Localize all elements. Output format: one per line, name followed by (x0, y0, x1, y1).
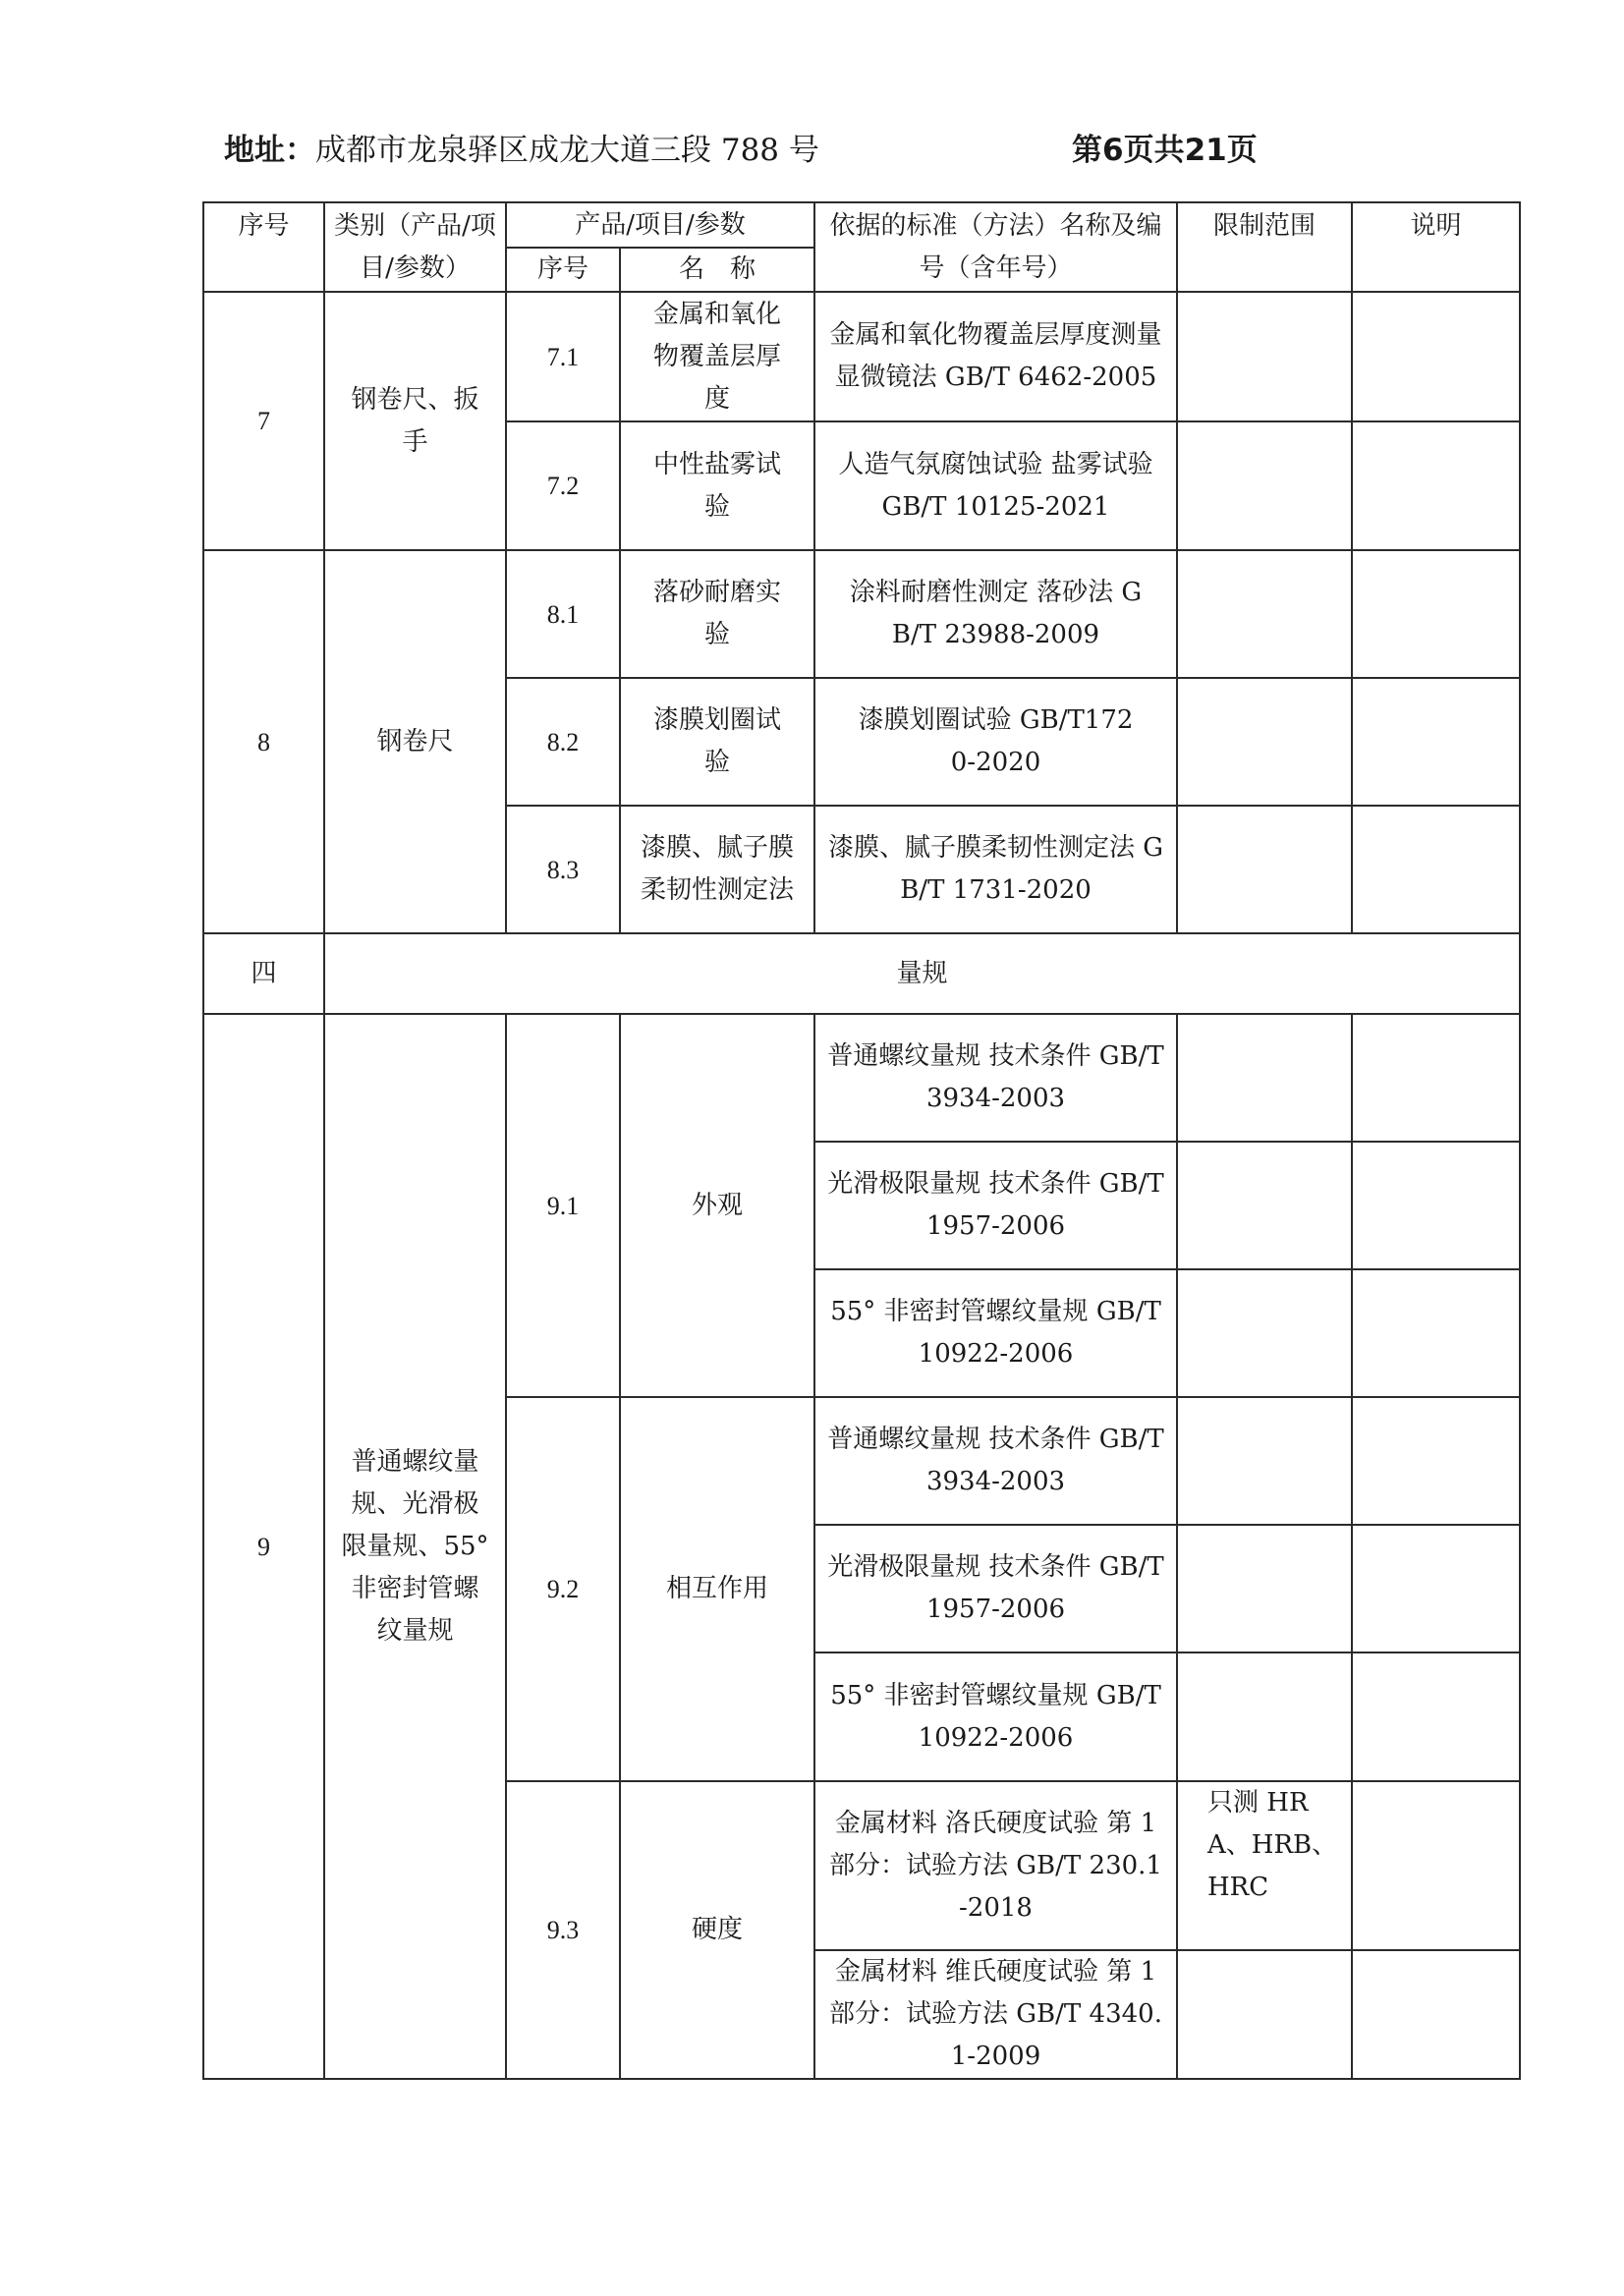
table-row (203, 1014, 1520, 1142)
header-standard: 依据的标准（方法）名称及编号（含年号） (814, 202, 1177, 292)
page-total: 21 (1184, 133, 1227, 168)
item-standard: 金属材料 洛氏硬度试验 第 1 部分：试验方法 GB/T 230.1-2018 (814, 1781, 1177, 1950)
item-note (1352, 1269, 1520, 1397)
page-current: 6 (1102, 133, 1124, 168)
item-standard: 55° 非密封管螺纹量规 GB/T 10922-2006 (814, 1269, 1177, 1397)
header-seq: 序号 (203, 202, 324, 292)
item-limit (1177, 421, 1352, 550)
item-limit (1177, 1525, 1352, 1652)
item-seq: 9.1 (506, 1014, 620, 1397)
item-limit: 只测 HRA、HRB、HRC (1177, 1781, 1352, 1950)
item-standard: 光滑极限量规 技术条件 GB/T 1957-2006 (814, 1142, 1177, 1269)
item-standard: 人造气氛腐蚀试验 盐雾试验 GB/T 10125-2021 (814, 421, 1177, 550)
section4-seq: 四 (203, 933, 324, 1014)
header-limit: 限制范围 (1177, 202, 1352, 292)
item-seq: 9.3 (506, 1781, 620, 2079)
item-note (1352, 550, 1520, 678)
group7-category: 钢卷尺、扳手 (324, 292, 506, 550)
group7-seq: 7 (203, 292, 324, 550)
item-standard: 普通螺纹量规 技术条件 GB/T 3934-2003 (814, 1014, 1177, 1142)
item-limit (1177, 1142, 1352, 1269)
page-prefix: 第 (1072, 133, 1102, 168)
item-standard: 漆膜、腻子膜柔韧性测定法 GB/T 1731-2020 (814, 806, 1177, 933)
item-limit (1177, 1652, 1352, 1781)
item-standard: 光滑极限量规 技术条件 GB/T 1957-2006 (814, 1525, 1177, 1652)
address (224, 126, 819, 175)
item-seq: 8.3 (506, 806, 620, 933)
header-sub-seq: 序号 (506, 248, 620, 292)
item-note (1352, 1142, 1520, 1269)
header-note: 说明 (1352, 202, 1520, 292)
page-middle: 页共 (1123, 133, 1185, 168)
item-standard: 金属材料 维氏硬度试验 第 1 部分：试验方法 GB/T 4340.1-2009 (814, 1950, 1177, 2079)
address-text: 成都市龙泉驿区成龙大道三段 788 号 (315, 133, 819, 168)
item-note (1352, 1525, 1520, 1652)
item-standard: 漆膜划圈试验 GB/T1720-2020 (814, 678, 1177, 806)
page-suffix: 页 (1226, 133, 1258, 168)
item-note (1352, 1652, 1520, 1781)
item-note (1352, 1014, 1520, 1142)
item-note (1352, 1950, 1520, 2079)
item-note (1352, 1781, 1520, 1950)
section4-title: 量规 (324, 933, 1520, 1014)
item-limit (1177, 806, 1352, 933)
header-category: 类别（产品/项目/参数） (324, 202, 506, 292)
page-number (1072, 126, 1258, 175)
item-seq: 8.2 (506, 678, 620, 806)
section-row (203, 933, 1520, 1014)
capability-table (202, 201, 1521, 2080)
item-seq: 9.2 (506, 1397, 620, 1781)
item-name: 漆膜、腻子膜柔韧性测定法 (620, 806, 814, 933)
group8-category: 钢卷尺 (324, 550, 506, 933)
header-product-group: 产品/项目/参数 (506, 202, 814, 248)
group9-seq: 9 (203, 1014, 324, 2079)
item-limit (1177, 550, 1352, 678)
item-standard: 55° 非密封管螺纹量规 GB/T 10922-2006 (814, 1652, 1177, 1781)
item-name: 外观 (620, 1014, 814, 1397)
table-row (203, 292, 1520, 421)
item-name: 漆膜划圈试验 (620, 678, 814, 806)
item-name: 金属和氧化物覆盖层厚度 (620, 292, 814, 421)
item-seq: 7.1 (506, 292, 620, 421)
item-limit (1177, 292, 1352, 421)
item-note (1352, 1397, 1520, 1525)
item-standard: 涂料耐磨性测定 落砂法 GB/T 23988-2009 (814, 550, 1177, 678)
table-row (203, 550, 1520, 678)
item-standard: 普通螺纹量规 技术条件 GB/T 3934-2003 (814, 1397, 1177, 1525)
item-seq: 8.1 (506, 550, 620, 678)
item-limit (1177, 1950, 1352, 2079)
item-limit (1177, 678, 1352, 806)
group9-category: 普通螺纹量规、光滑极限量规、55° 非密封管螺纹量规 (324, 1014, 506, 2079)
item-seq: 7.2 (506, 421, 620, 550)
address-label: 地址： (224, 133, 315, 168)
item-name: 硬度 (620, 1781, 814, 2079)
item-name: 相互作用 (620, 1397, 814, 1781)
page-header (224, 126, 1285, 175)
item-limit (1177, 1269, 1352, 1397)
item-name: 落砂耐磨实验 (620, 550, 814, 678)
item-note (1352, 421, 1520, 550)
item-note (1352, 806, 1520, 933)
header-sub-name: 名 称 (620, 248, 814, 292)
group8-seq: 8 (203, 550, 324, 933)
item-limit (1177, 1397, 1352, 1525)
header-row-1 (203, 202, 1520, 248)
item-note (1352, 292, 1520, 421)
item-standard: 金属和氧化物覆盖层厚度测量 显微镜法 GB/T 6462-2005 (814, 292, 1177, 421)
item-note (1352, 678, 1520, 806)
item-limit (1177, 1014, 1352, 1142)
item-name: 中性盐雾试验 (620, 421, 814, 550)
